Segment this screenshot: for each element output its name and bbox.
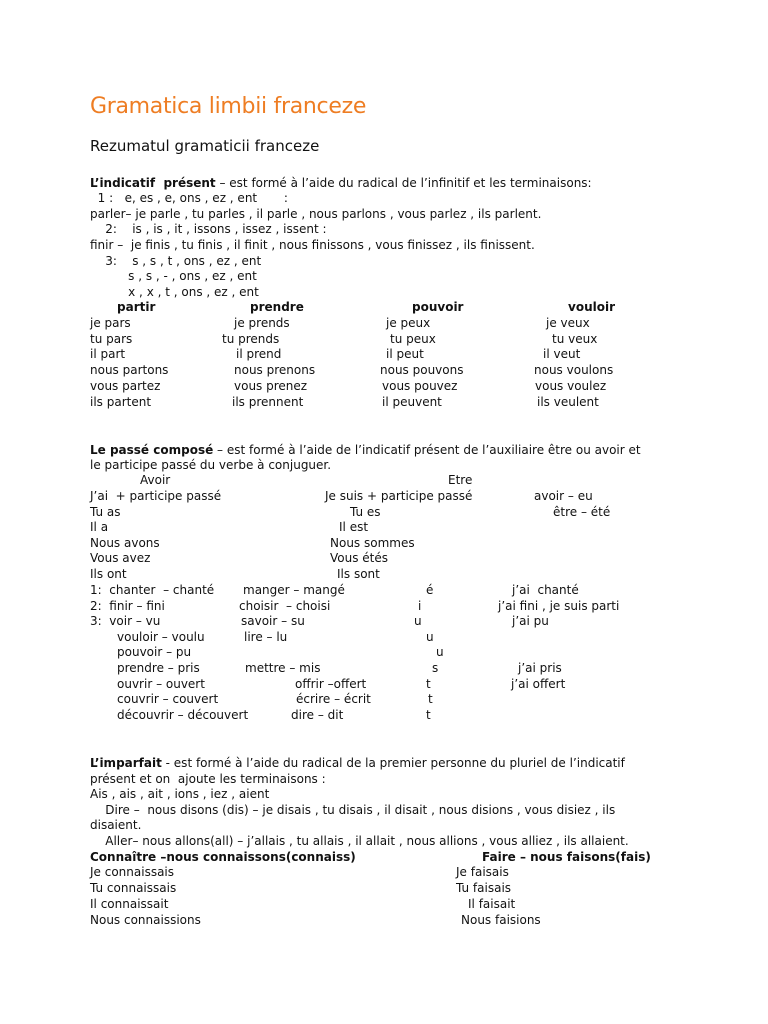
participle-cell: t xyxy=(428,692,433,706)
faire-row: Tu faisais xyxy=(456,881,512,895)
group3-endings: 3: s , s , t , ons , ez , ent xyxy=(90,254,262,268)
group2-example: finir – je finis , tu finis , il finit , nous finissons , vous finissez , ils finissent. xyxy=(90,238,535,252)
document-title: Gramatica limbii franceze xyxy=(90,94,367,119)
dire-example-2: disaient. xyxy=(90,818,142,832)
participle-cell: 2: finir – fini xyxy=(90,599,165,613)
etre-row: Ils sont xyxy=(337,567,380,581)
participle-cell: t xyxy=(426,708,431,722)
aux-avoir-eu: avoir – eu xyxy=(534,489,593,503)
verb-cell-vouloir: tu veux xyxy=(552,331,598,346)
verb-cell-prendre: ils prennent xyxy=(232,394,304,409)
verb-cell-pouvoir: tu peux xyxy=(390,331,436,346)
imparfait-heading: L’imparfait xyxy=(90,756,162,770)
verb-cell-partir: je pars xyxy=(90,316,131,330)
participle-cell: j’ai chanté xyxy=(512,583,579,597)
participle-cell: s xyxy=(432,661,439,675)
avoir-row: Vous avez xyxy=(90,551,151,565)
avoir-row: Nous avons xyxy=(90,536,160,550)
verb-cell-pouvoir: vous pouvez xyxy=(382,378,458,393)
connaitre-heading: Connaître –nous connaissons(connaiss) xyxy=(90,850,356,864)
avoir-row: Il a xyxy=(90,520,109,534)
connaitre-row: Nous connaissions xyxy=(90,913,201,927)
verb-cell-prendre: nous prenons xyxy=(234,363,316,378)
participle-cell: u xyxy=(426,630,434,644)
participle-cell: mettre – mis xyxy=(245,661,321,675)
document-subtitle: Rezumatul gramaticii franceze xyxy=(90,137,320,155)
verb-cell-prendre: il prend xyxy=(236,347,282,362)
faire-heading: Faire – nous faisons(fais) xyxy=(482,850,651,864)
participle-cell: t xyxy=(426,677,431,691)
etre-row: Nous sommes xyxy=(330,536,415,550)
passe-intro-2: le participe passé du verbe à conjuguer. xyxy=(90,458,332,472)
group3-endings-alt1: s , s , - , ons , ez , ent xyxy=(90,269,257,283)
faire-row: Il faisait xyxy=(468,897,516,911)
verb-cell-partir: ils partent xyxy=(90,394,152,409)
verb-cell-vouloir: ils veulent xyxy=(537,394,599,409)
aller-example: Aller– nous allons(all) – j’allais , tu allais , il allait , nous allions , vous alliez , ils allaient. xyxy=(90,834,629,848)
verb-cell-pouvoir: nous pouvons xyxy=(380,363,464,378)
imparfait-intro: - est formé à l’aide du radical de la premier personne du pluriel de l’indicatif xyxy=(161,756,625,770)
participle-cell: i xyxy=(418,599,422,613)
dire-example-1: Dire – nous disons (dis) – je disais , tu disais , il disait , nous disions , vous disiez , ils xyxy=(90,803,616,817)
group1-endings: 1 : e, es , e, ons , ez , ent : xyxy=(90,191,288,205)
verb-cell-pouvoir: je peux xyxy=(386,316,431,330)
group1-example: parler– je parle , tu parles , il parle , nous parlons , vous parlez , ils parlent. xyxy=(90,207,542,221)
verb-header-prendre: prendre xyxy=(250,300,304,314)
participle-cell: prendre – pris xyxy=(117,661,200,675)
group2-endings: 2: is , is , it , issons , issez , issent : xyxy=(90,222,327,236)
participle-cell: couvrir – couvert xyxy=(117,692,219,706)
connaitre-row: Tu connaissais xyxy=(90,881,177,895)
verb-cell-partir: vous partez xyxy=(90,378,161,393)
verb-header-pouvoir: pouvoir xyxy=(412,300,464,314)
imparfait-intro-2: présent et on ajoute les terminaisons : xyxy=(90,772,326,786)
avoir-row: Ils ont xyxy=(90,567,127,581)
participle-cell: u xyxy=(436,645,444,659)
connaitre-row: Il connaissait xyxy=(90,897,169,911)
participle-cell: lire – lu xyxy=(244,630,288,644)
verb-cell-pouvoir: il peut xyxy=(386,347,424,362)
participle-cell: découvrir – découvert xyxy=(117,708,249,722)
avoir-row: Tu as xyxy=(90,505,121,519)
participle-cell: j’ai pu xyxy=(512,614,549,628)
group3-endings-alt2: x , x , t , ons , ez , ent xyxy=(90,285,259,299)
participle-cell: ouvrir – ouvert xyxy=(117,677,205,691)
participle-cell: pouvoir – pu xyxy=(117,645,192,659)
etre-row: Vous étés xyxy=(330,551,389,565)
participle-cell: j’ai pris xyxy=(518,661,562,675)
participle-cell: 1: chanter – chanté xyxy=(90,583,215,597)
present-heading: L’indicatif présent xyxy=(90,176,216,190)
passe-intro: – est formé à l’aide de l’indicatif présent de l’auxiliaire être ou avoir et xyxy=(213,443,641,457)
verb-cell-partir: il part xyxy=(90,347,126,362)
participle-cell: écrire – écrit xyxy=(296,692,371,706)
faire-row: Nous faisions xyxy=(461,913,541,927)
verb-cell-partir: nous partons xyxy=(90,363,169,378)
verb-cell-prendre: tu prends xyxy=(222,331,280,346)
participle-cell: u xyxy=(414,614,422,628)
participle-cell: j’ai offert xyxy=(511,677,566,691)
verb-cell-vouloir: il veut xyxy=(543,347,581,362)
participle-cell: 3: voir – vu xyxy=(90,614,161,628)
participle-cell: vouloir – voulu xyxy=(117,630,205,644)
present-intro-line xyxy=(90,176,592,191)
verb-cell-vouloir: vous voulez xyxy=(535,378,607,393)
participle-cell: offrir –offert xyxy=(295,677,367,691)
imparfait-endings: Ais , ais , ait , ions , iez , aient xyxy=(90,787,270,801)
faire-row: Je faisais xyxy=(456,865,509,879)
participle-cell: choisir – choisi xyxy=(239,599,331,613)
verb-cell-vouloir: je veux xyxy=(546,316,590,330)
verb-cell-pouvoir: il peuvent xyxy=(382,394,442,409)
verb-cell-prendre: vous prenez xyxy=(234,378,308,393)
connaitre-row: Je connaissais xyxy=(90,865,175,879)
verb-cell-prendre: je prends xyxy=(234,316,290,330)
passe-intro-line xyxy=(90,443,641,458)
avoir-row: J’ai + participe passé xyxy=(90,489,222,503)
col-etre-label: Etre xyxy=(448,473,473,487)
present-intro: – est formé à l’aide du radical de l’infinitif et les terminaisons: xyxy=(215,176,592,190)
participle-cell: savoir – su xyxy=(241,614,305,628)
participle-cell: manger – mangé xyxy=(243,583,345,597)
etre-row: Tu es xyxy=(350,505,381,519)
imparfait-intro-line xyxy=(90,756,625,771)
participle-cell: j’ai fini , je suis parti xyxy=(498,599,620,613)
etre-row: Je suis + participe passé xyxy=(325,489,473,503)
verb-cell-partir: tu pars xyxy=(90,331,133,346)
aux-etre-ete: être – été xyxy=(553,505,611,519)
etre-row: Il est xyxy=(339,520,369,534)
verb-header-vouloir: vouloir xyxy=(568,300,615,314)
verb-header-partir: partir xyxy=(117,300,156,314)
participle-cell: é xyxy=(426,583,434,597)
participle-cell: dire – dit xyxy=(291,708,344,722)
col-avoir-label: Avoir xyxy=(140,473,171,487)
passe-heading: Le passé composé xyxy=(90,443,214,457)
verb-cell-vouloir: nous voulons xyxy=(534,363,614,378)
